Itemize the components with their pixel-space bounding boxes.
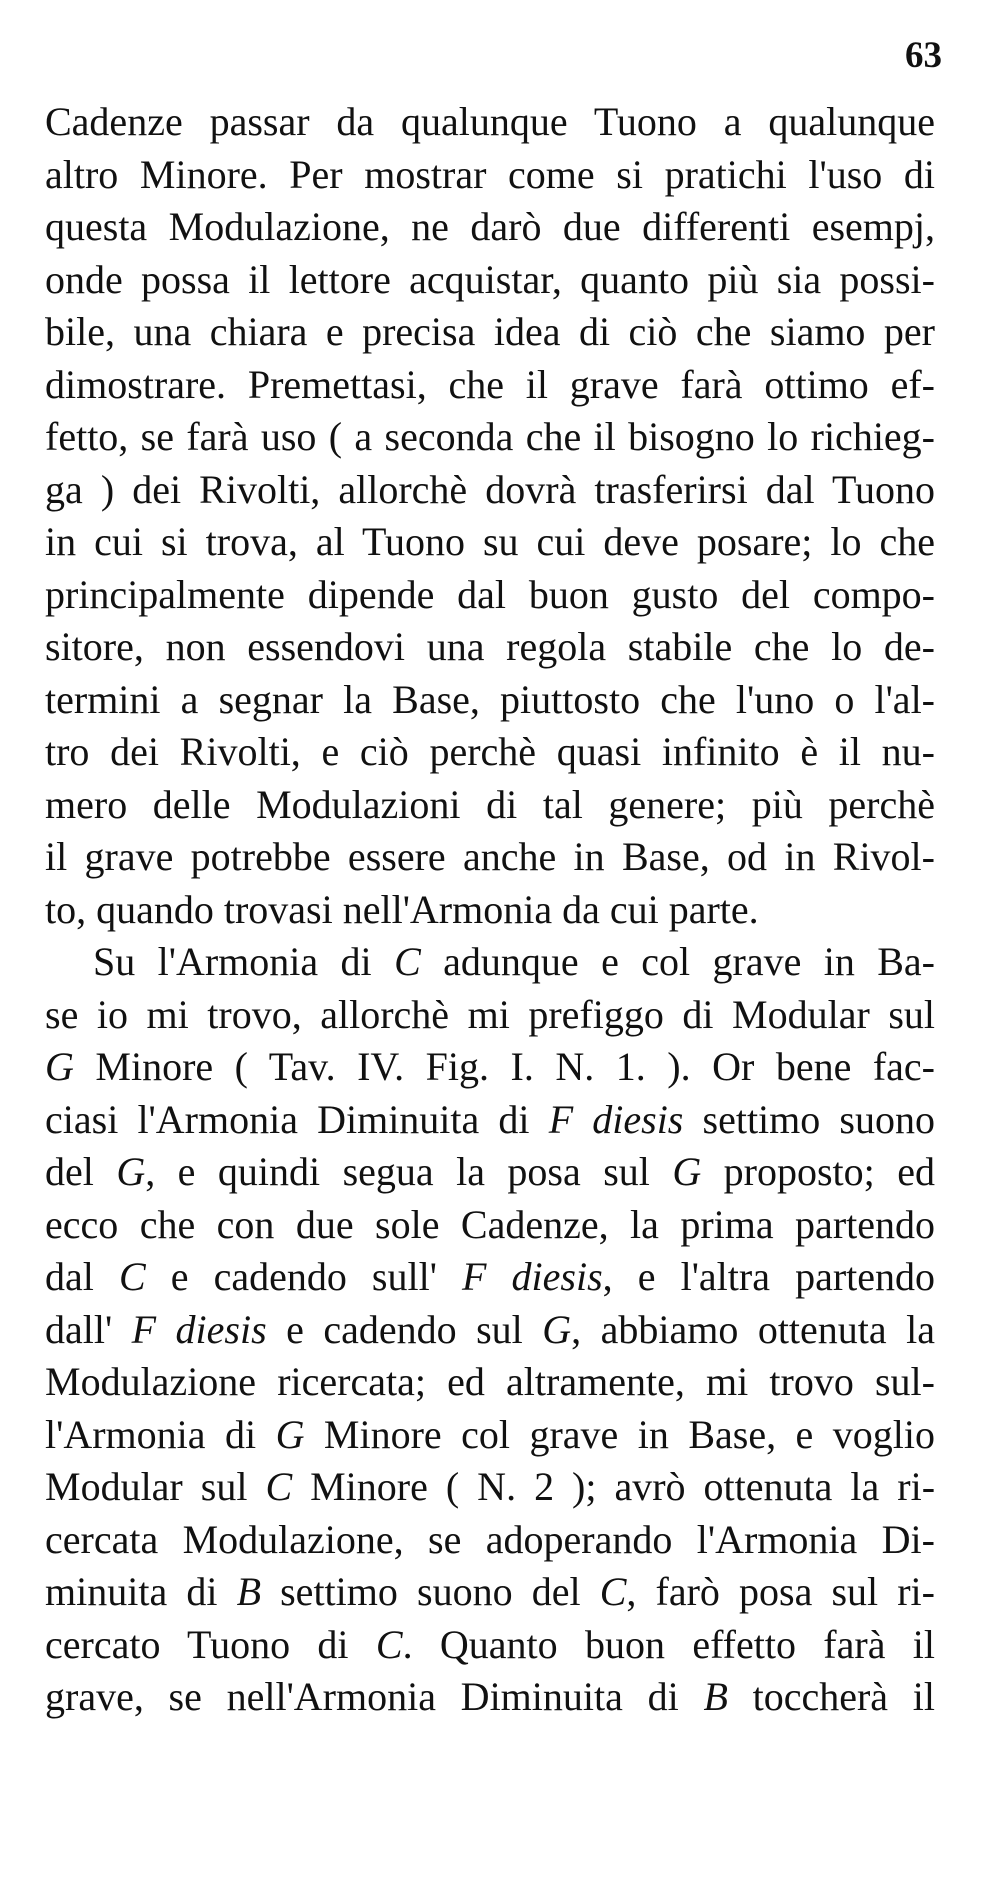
text-segment: cercata Modulazione, se adoperando l'Armonia Di- xyxy=(45,1516,935,1562)
text-segment: onde possa il lettore acquistar, quanto più sia possi- xyxy=(45,256,935,302)
text-line xyxy=(45,831,935,884)
text-line xyxy=(45,989,935,1042)
italic-term: F diesis xyxy=(462,1254,603,1299)
text-segment: ecco che con due sole Cadenze, la prima partendo xyxy=(45,1201,935,1247)
text-segment: del xyxy=(45,1149,117,1194)
text-line xyxy=(45,411,935,464)
italic-term: C xyxy=(394,939,421,984)
text-segment: dimostrare. Premettasi, che il grave farà ottimo ef- xyxy=(45,361,935,407)
text-segment: , farò posa sul ri- xyxy=(626,1569,935,1614)
text-line xyxy=(45,1094,935,1147)
text-line xyxy=(45,569,935,622)
text-segment: altro Minore. Per mostrar come si pratichi l'uso di xyxy=(45,151,935,197)
italic-term: G xyxy=(542,1306,572,1352)
text-segment: dal xyxy=(45,1254,119,1299)
text-line xyxy=(45,674,935,727)
text-segment: grave, se nell'Armonia Diminuita di xyxy=(45,1674,704,1719)
italic-term: B xyxy=(236,1569,261,1614)
text-segment: ga ) dei Rivolti, allorchè dovrà trasferirsi dal Tuono xyxy=(45,466,935,512)
text-line xyxy=(45,201,935,254)
text-line xyxy=(45,1356,935,1409)
text-segment: to, quando trovasi nell'Armonia da cui parte. xyxy=(45,886,759,932)
text-line xyxy=(45,359,935,412)
text-line xyxy=(45,96,935,149)
text-line xyxy=(45,1566,935,1619)
text-segment: cercato Tuono di xyxy=(45,1621,376,1667)
text-segment: termini a segnar la Base, piuttosto che l'uno o l'al- xyxy=(45,676,935,722)
text-segment: adunque e col grave in Ba- xyxy=(420,939,935,984)
text-segment: toccherà il xyxy=(727,1674,935,1719)
text-line xyxy=(45,1199,935,1252)
text-line xyxy=(45,1251,935,1304)
text-line xyxy=(45,464,935,517)
text-segment: il grave potrebbe essere anche in Base, od in Rivol- xyxy=(45,834,935,879)
italic-term: C xyxy=(265,1464,293,1509)
body-text xyxy=(45,96,935,1724)
text-segment: dall' xyxy=(45,1306,132,1352)
text-segment: Minore ( Tav. IV. Fig. I. N. 1. ). Or bene fac- xyxy=(73,1044,935,1089)
text-line xyxy=(45,779,935,832)
text-segment: settimo suono xyxy=(683,1096,935,1142)
text-line xyxy=(45,936,935,989)
text-line xyxy=(45,516,935,569)
text-segment: , abbiamo ottenuta la xyxy=(571,1306,935,1352)
italic-term: G xyxy=(45,1044,74,1089)
text-segment: fetto, se farà uso ( a seconda che il bisogno lo richieg- xyxy=(45,414,935,459)
text-line xyxy=(45,884,935,937)
italic-term: F diesis xyxy=(131,1306,267,1352)
text-segment: . Quanto buon effetto farà il xyxy=(402,1621,936,1667)
page-number: 63 xyxy=(905,35,942,76)
text-line xyxy=(45,149,935,202)
italic-term: C xyxy=(599,1569,627,1614)
italic-term: G xyxy=(275,1411,305,1457)
text-segment: se io mi trovo, allorchè mi prefiggo di Modular sul xyxy=(45,991,935,1037)
italic-term: C xyxy=(118,1254,146,1299)
text-line xyxy=(45,726,935,779)
text-line xyxy=(45,1146,935,1199)
text-segment: Minore col grave in Base, e voglio xyxy=(304,1411,936,1457)
text-segment: proposto; ed xyxy=(701,1149,935,1194)
text-segment: , e quindi segua la posa sul xyxy=(145,1149,673,1194)
text-segment: Cadenze passar da qualunque Tuono a qualunque xyxy=(45,99,935,144)
italic-term: G xyxy=(672,1149,702,1194)
text-segment: settimo suono del xyxy=(261,1569,600,1614)
text-segment: sitore, non essendovi una regola stabile che lo de- xyxy=(45,624,935,669)
text-line xyxy=(45,254,935,307)
italic-term: F diesis xyxy=(548,1096,684,1142)
text-line xyxy=(45,1514,935,1567)
text-line xyxy=(45,1461,935,1514)
text-segment: in cui si trova, al Tuono su cui deve posare; lo che xyxy=(45,519,935,564)
text-line xyxy=(45,1671,935,1724)
text-line xyxy=(45,1409,935,1462)
italic-term: G xyxy=(116,1149,146,1194)
text-segment: minuita di xyxy=(45,1569,237,1614)
text-line xyxy=(45,1619,935,1672)
text-segment: Su l'Armonia di xyxy=(93,939,395,984)
text-line xyxy=(45,306,935,359)
text-segment: bile, una chiara e precisa idea di ciò che siamo per xyxy=(45,309,935,354)
text-segment: questa Modulazione, ne darò due differenti esempj, xyxy=(45,204,935,249)
text-line xyxy=(45,1304,935,1357)
text-segment: Modular sul xyxy=(45,1464,266,1509)
text-segment: , e l'altra partendo xyxy=(602,1254,936,1299)
text-segment: l'Armonia di xyxy=(45,1411,276,1457)
text-segment: tro dei Rivolti, e ciò perchè quasi infinito è il nu- xyxy=(45,729,935,774)
text-line xyxy=(45,621,935,674)
text-segment: Minore ( N. 2 ); avrò ottenuta la ri- xyxy=(292,1464,936,1509)
text-segment: e cadendo sul xyxy=(266,1306,543,1352)
text-segment: principalmente dipende dal buon gusto del compo- xyxy=(45,571,935,617)
italic-term: B xyxy=(703,1674,728,1719)
text-segment: e cadendo sull' xyxy=(145,1254,463,1299)
text-segment: ciasi l'Armonia Diminuita di xyxy=(45,1096,549,1142)
text-line xyxy=(45,1041,935,1094)
text-segment: mero delle Modulazioni di tal genere; più perchè xyxy=(45,781,935,827)
italic-term: C xyxy=(375,1621,403,1667)
text-segment: Modulazione ricercata; ed altramente, mi trovo sul- xyxy=(45,1359,935,1404)
